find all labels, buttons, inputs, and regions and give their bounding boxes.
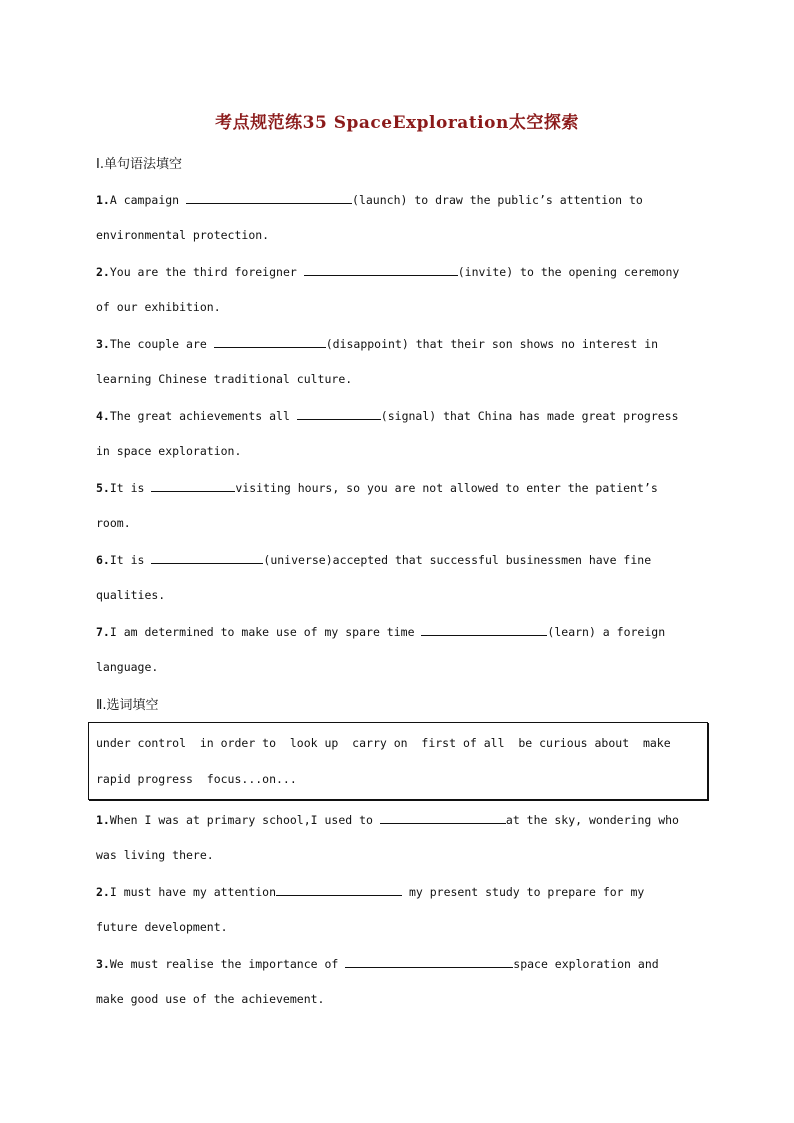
question-number: 1.	[96, 813, 110, 827]
question-1-5-continuation: room.	[96, 516, 131, 530]
question-number: 1.	[96, 193, 110, 207]
answer-blank[interactable]	[151, 552, 263, 564]
question-text: I must have my attention	[109, 885, 277, 899]
question-text: A campaign	[109, 193, 187, 207]
answer-blank[interactable]	[380, 812, 506, 824]
question-text: (invite) to the opening ceremony	[457, 265, 680, 279]
question-1-5	[96, 480, 658, 495]
question-1-4-continuation: in space exploration.	[96, 444, 242, 458]
question-2-1-continuation: was living there.	[96, 848, 214, 862]
question-1-7	[96, 624, 665, 639]
question-1-2	[96, 264, 679, 279]
question-text: (disappoint) that their son shows no interest in	[325, 337, 659, 351]
question-text: (learn) a foreign	[547, 625, 666, 639]
question-text: my present study to prepare for my	[402, 885, 645, 899]
word-bank-box	[88, 722, 708, 800]
word-bank-line-2: rapid progress focus...on...	[96, 772, 297, 786]
question-text: The couple are	[109, 337, 214, 351]
question-number: 2.	[96, 265, 110, 279]
question-2-1	[96, 812, 679, 827]
answer-blank[interactable]	[345, 956, 513, 968]
question-1-6-continuation: qualities.	[96, 588, 166, 602]
question-text: space exploration and	[513, 957, 659, 971]
word-bank-line-1: under control in order to look up carry on first of all be curious about make	[96, 736, 671, 750]
question-2-3	[96, 956, 659, 971]
question-number: 2.	[96, 885, 110, 899]
question-number: 4.	[96, 409, 110, 423]
question-text: You are the third foreigner	[109, 265, 304, 279]
question-text: I am determined to make use of my spare time	[109, 625, 422, 639]
question-1-1	[96, 192, 643, 207]
question-text: It is	[109, 481, 152, 495]
question-text: (launch) to draw the public’s attention to	[352, 193, 643, 207]
question-2-2-continuation: future development.	[96, 920, 228, 934]
question-1-6	[96, 552, 651, 567]
question-number: 3.	[96, 337, 110, 351]
answer-blank[interactable]	[297, 408, 381, 420]
question-2-3-continuation: make good use of the achievement.	[96, 992, 325, 1006]
question-1-2-continuation: of our exhibition.	[96, 300, 221, 314]
question-1-7-continuation: language.	[96, 660, 159, 674]
answer-blank[interactable]	[276, 884, 402, 896]
section-1-heading: Ⅰ.单句语法填空	[96, 157, 182, 172]
question-1-1-continuation: environmental protection.	[96, 228, 270, 242]
question-text: (signal) that China has made great progress	[380, 409, 679, 423]
question-number: 7.	[96, 625, 110, 639]
answer-blank[interactable]	[151, 480, 235, 492]
answer-blank[interactable]	[214, 336, 326, 348]
question-number: 6.	[96, 553, 110, 567]
answer-blank[interactable]	[304, 264, 458, 276]
question-1-3-continuation: learning Chinese traditional culture.	[96, 372, 353, 386]
answer-blank[interactable]	[186, 192, 352, 204]
question-number: 5.	[96, 481, 110, 495]
question-text: It is	[109, 553, 152, 567]
section-2-heading: Ⅱ.选词填空	[96, 698, 159, 713]
question-1-4	[96, 408, 679, 423]
question-2-2	[96, 884, 644, 899]
question-text: (universe)accepted that successful businessmen have fine	[263, 553, 652, 567]
question-text: We must realise the importance of	[109, 957, 346, 971]
question-text: visiting hours, so you are not allowed to enter the patient’s	[235, 481, 658, 495]
question-text: at the sky, wondering who	[505, 813, 679, 827]
question-number: 3.	[96, 957, 110, 971]
question-text: When I was at primary school,I used to	[109, 813, 380, 827]
question-text: The great achievements all	[109, 409, 297, 423]
answer-blank[interactable]	[421, 624, 547, 636]
page-title: 考点规范练35 SpaceExploration太空探索	[215, 113, 579, 133]
question-1-3	[96, 336, 658, 351]
